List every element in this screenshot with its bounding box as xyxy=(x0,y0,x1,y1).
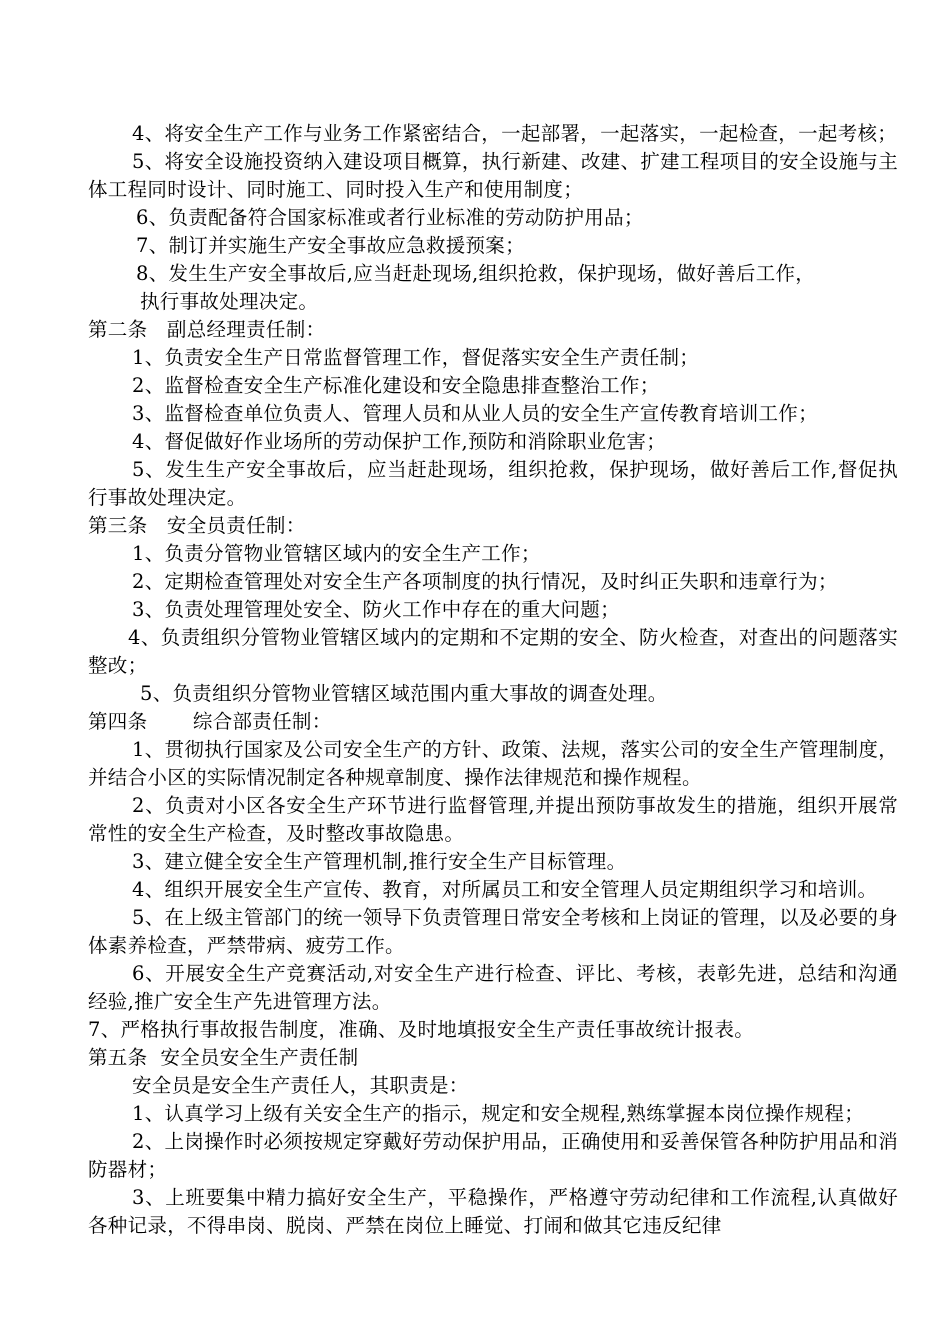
paragraph: 5、在上级主管部门的统一领导下负责管理日常安全考核和上岗证的管理，以及必要的身体素养检查，严禁带病、疲劳工作。 xyxy=(88,906,898,957)
paragraph: 2、上岗操作时必须按规定穿戴好劳动保护用品，正确使用和妥善保管各种防护用品和消防器材； xyxy=(88,1130,898,1181)
paragraph: 8、发生生产安全事故后,应当赶赴现场,组织抢救，保护现场，做好善后工作， xyxy=(136,262,816,285)
paragraph: 6、开展安全生产竞赛活动,对安全生产进行检查、评比、考核，表彰先进，总结和沟通经验,推广安全生产先进管理方法。 xyxy=(88,962,898,1013)
section-heading: 第四条 综合部责任制： xyxy=(88,710,332,733)
paragraph: 1、认真学习上级有关安全生产的指示，规定和安全规程,熟练掌握本岗位操作规程； xyxy=(132,1102,865,1125)
paragraph: 3、建立健全安全生产管理机制,推行安全生产目标管理。 xyxy=(132,850,627,873)
document-body xyxy=(88,120,898,1240)
paragraph: 4、将安全生产工作与业务工作紧密结合，一起部署，一起落实，一起检查，一起考核； xyxy=(132,122,898,145)
paragraph: 5、发生生产安全事故后，应当赶赴现场，组织抢救，保护现场，做好善后工作,督促执行事故处理决定。 xyxy=(88,458,898,509)
paragraph: 1、负责安全生产日常监督管理工作，督促落实安全生产责任制； xyxy=(132,346,700,369)
paragraph: 2、定期检查管理处对安全生产各项制度的执行情况，及时纠正失职和违章行为； xyxy=(132,570,838,593)
paragraph: 4、负责组织分管物业管辖区域内的定期和不定期的安全、防火检查，对查出的问题落实整改； xyxy=(88,626,898,677)
paragraph: 2、负责对小区各安全生产环节进行监督管理,并提出预防事故发生的措施，组织开展常常性的安全生产检查，及时整改事故隐患。 xyxy=(88,794,898,845)
paragraph: 2、监督检查安全生产标准化建设和安全隐患排查整治工作； xyxy=(132,374,660,397)
paragraph: 7、严格执行事故报告制度，准确、及时地填报安全生产责任事故统计报表。 xyxy=(88,1018,755,1041)
paragraph: 1、贯彻执行国家及公司安全生产的方针、政策、法规，落实公司的安全生产管理制度，并结合小区的实际情况制定各种规章制度、操作法律规范和操作规程。 xyxy=(88,738,898,789)
paragraph: 5、负责组织分管物业管辖区域范围内重大事故的调查处理。 xyxy=(140,682,668,705)
paragraph: 3、负责处理管理处安全、防火工作中存在的重大问题； xyxy=(132,598,620,621)
section-heading: 第五条 安全员安全生产责任制 xyxy=(88,1046,359,1069)
section-heading: 第二条 副总经理责任制： xyxy=(88,318,326,341)
paragraph: 安全员是安全生产责任人，其职责是： xyxy=(132,1074,469,1097)
paragraph: 4、督促做好作业场所的劳动保护工作,预防和消除职业危害； xyxy=(132,430,667,453)
paragraph: 3、上班要集中精力搞好安全生产，平稳操作，严格遵守劳动纪律和工作流程,认真做好各种记录，不得串岗、脱岗、严禁在岗位上睡觉、打闹和做其它违反纪律 xyxy=(88,1186,898,1237)
paragraph: 6、负责配备符合国家标准或者行业标准的劳动防护用品； xyxy=(136,206,644,229)
paragraph: 7、制订并实施生产安全事故应急救援预案； xyxy=(136,234,525,257)
paragraph: 1、负责分管物业管辖区域内的安全生产工作； xyxy=(132,542,541,565)
paragraph: 执行事故处理决定。 xyxy=(140,290,319,313)
section-heading: 第三条 安全员责任制： xyxy=(88,514,306,537)
paragraph: 3、监督检查单位负责人、管理人员和从业人员的安全生产宣传教育培训工作； xyxy=(132,402,818,425)
paragraph: 5、将安全设施投资纳入建设项目概算，执行新建、改建、扩建工程项目的安全设施与主体工程同时设计、同时施工、同时投入生产和使用制度； xyxy=(88,150,898,201)
paragraph: 4、组织开展安全生产宣传、教育，对所属员工和安全管理人员定期组织学习和培训。 xyxy=(132,878,878,901)
